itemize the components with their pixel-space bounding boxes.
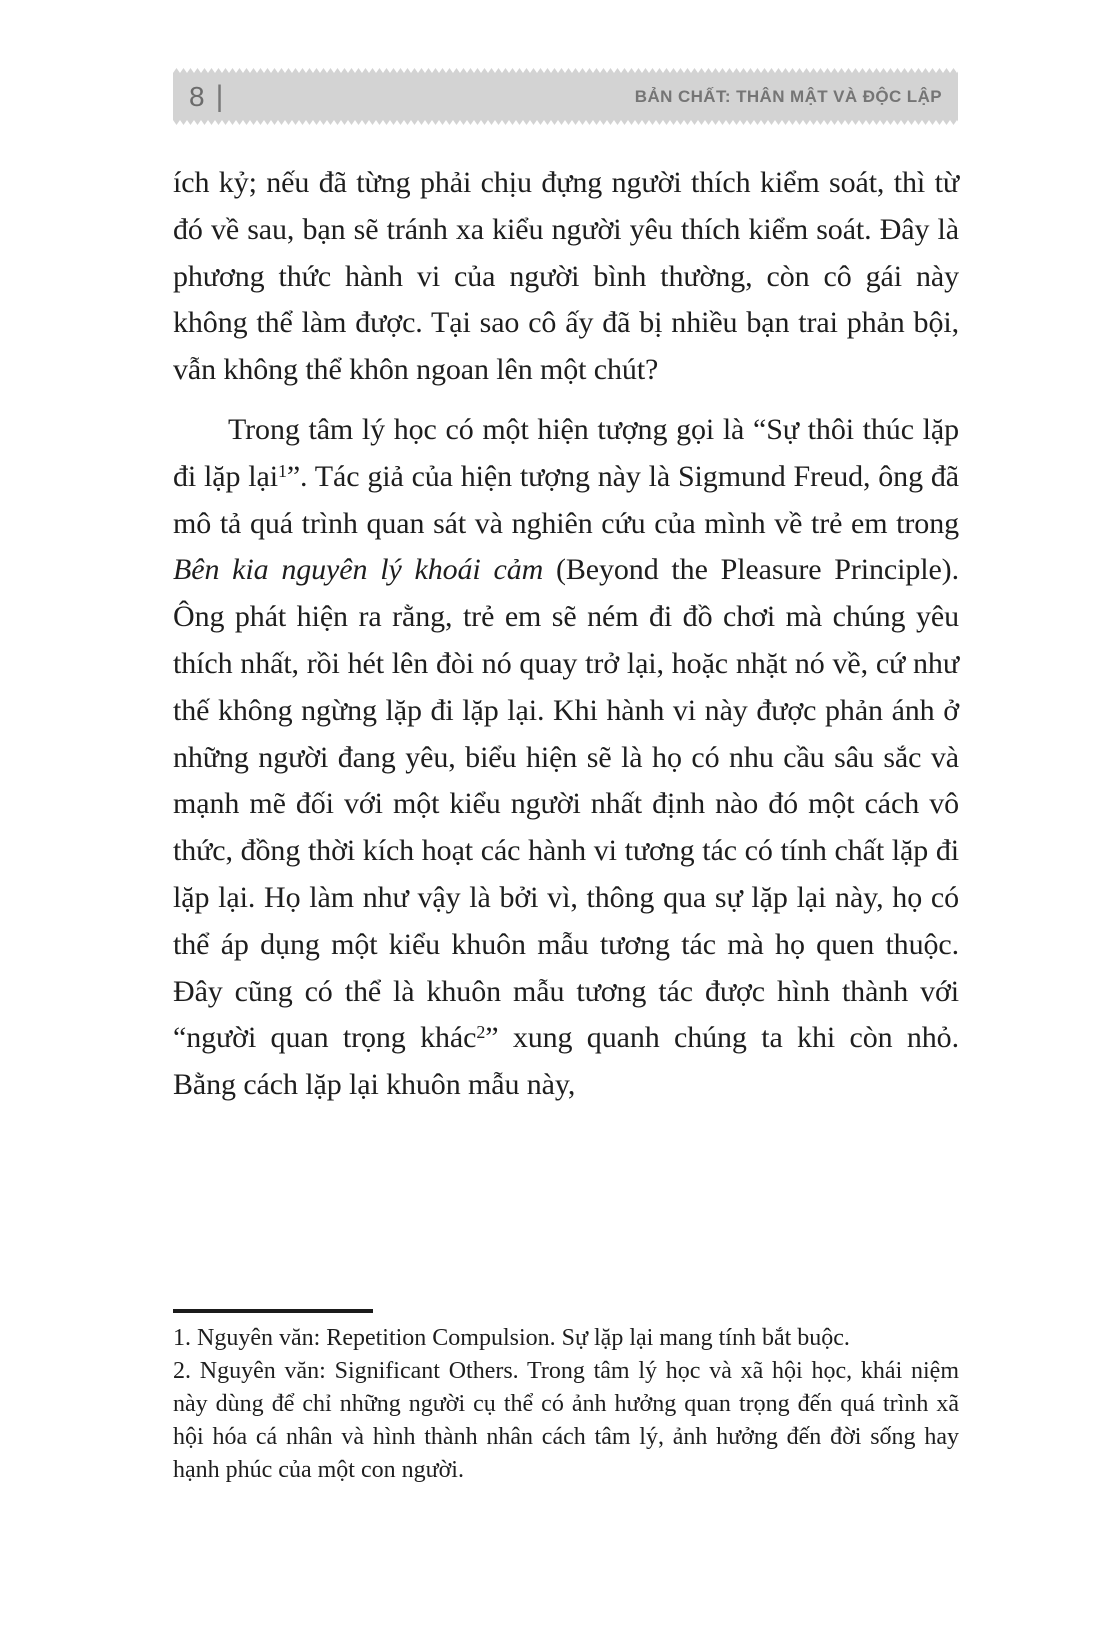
zigzag-bottom-edge: [173, 120, 958, 125]
page-header: [173, 68, 958, 125]
zigzag-top-edge: [173, 68, 958, 73]
book-title-italic: Bên kia nguyên lý khoái cảm: [173, 553, 544, 587]
page-number-separator: |: [215, 79, 224, 113]
footnote-ref-1: 1: [277, 460, 287, 481]
header-band-core: [173, 73, 958, 120]
page-number-group: [189, 79, 224, 113]
footnote-divider: [173, 1309, 373, 1313]
footnote-ref-2: 2: [476, 1022, 486, 1043]
paragraph-2-text: (Beyond the Pleasure Principle). Ông phát hiện ra rằng, trẻ em sẽ ném đi đồ chơi mà chúng yêu thích nhất, rồi hét lên đòi nó quay trở lại, hoặc nhặt nó về, cứ như thế không ngừng lặp đi lặp lại. Khi hành vi này được phản ánh ở những người đang yêu, biểu hiện sẽ là họ có nhu cầu sâu sắc và mạnh mẽ đối với một kiểu người nhất định nào đó một cách vô thức, đồng thời kích hoạt các hành vi tương tác có tính chất lặp đi lặp lại. Họ làm như vậy là bởi vì, thông qua sự lặp lại này, họ có thể áp dụng một kiểu khuôn mẫu tương tác mà họ quen thuộc. Đây cũng có thể là khuôn mẫu tương tác được hình thành với “người quan trọng khác: [173, 553, 959, 1055]
paragraph-2-text: ” xung quanh chúng ta khi còn nhỏ. Bằng cách lặp lại khuôn mẫu này,: [173, 1021, 959, 1102]
paragraph-2-text: Trong tâm lý học có một hiện tượng gọi là “Sự thôi thúc lặp đi lặp lại: [173, 412, 959, 493]
paragraph-1: ích kỷ; nếu đã từng phải chịu đựng người thích kiểm soát, thì từ đó về sau, bạn sẽ tránh xa kiểu người yêu thích kiểm soát. Đây là phương thức hành vi của người bình thường, còn cô gái này không thể làm được. Tại sao cô ấy đã bị nhiều bạn trai phản bội, vẫn không thể khôn ngoan lên một chút?: [173, 166, 959, 387]
footnote-section: [173, 1309, 959, 1487]
paragraph-2: [173, 407, 959, 1109]
body-text: [173, 160, 959, 1109]
footnote-2: 2. Nguyên văn: Significant Others. Trong tâm lý học và xã hội học, khái niệm này dùng để chỉ những người cụ thể có ảnh hưởng quan trọng đến quá trình xã hội hóa cá nhân và hình thành nhân cách tâm lý, ảnh hưởng đến đời sống hay hạnh phúc của một con người.: [173, 1358, 959, 1483]
running-title: BẢN CHẤT: THÂN MẬT VÀ ĐỘC LẬP: [634, 86, 942, 106]
page-number: 8: [189, 80, 205, 112]
footnote-1: 1. Nguyên văn: Repetition Compulsion. Sự lặp lại mang tính bắt buộc.: [173, 1325, 850, 1351]
paragraph-2-text: ”. Tác giả của hiện tượng này là Sigmund Freud, ông đã mô tả quá trình quan sát và nghiên cứu của mình về trẻ em trong: [173, 459, 959, 540]
